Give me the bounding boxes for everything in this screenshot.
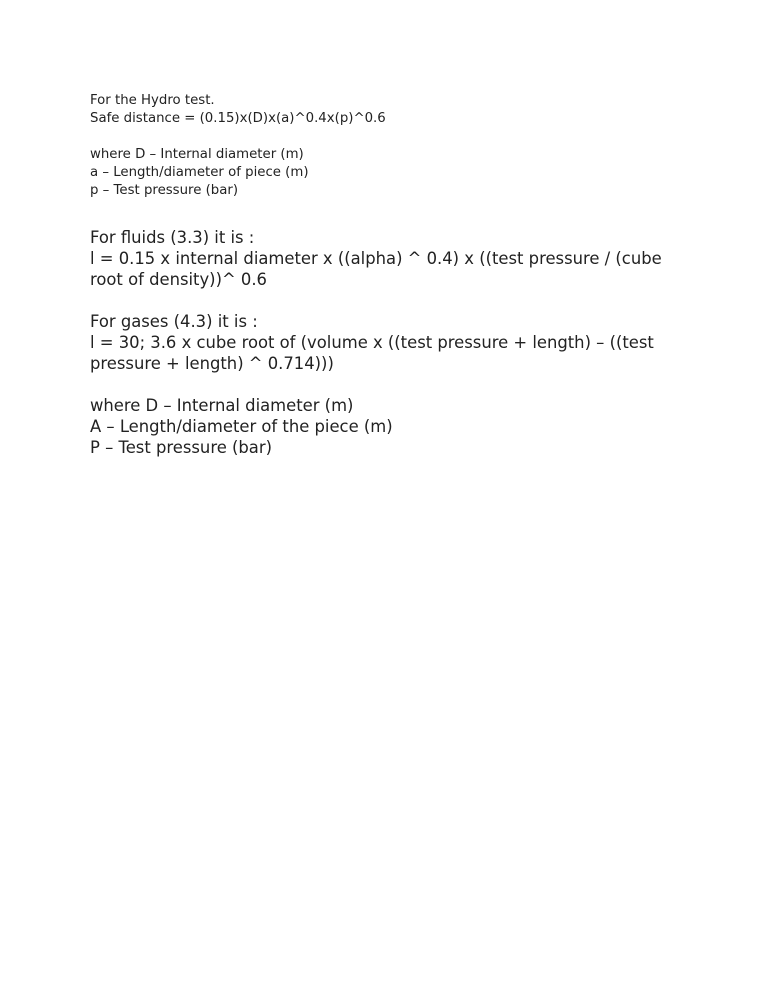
gases-formula: l = 30; 3.6 x cube root of (volume x ((test pressure + length) – ((test pressure + length) ^ 0.714))) xyxy=(90,333,654,373)
fluids-section xyxy=(90,227,690,290)
hydro-heading: For the Hydro test. xyxy=(90,93,215,108)
fluids-heading: For fluids (3.3) it is : xyxy=(90,228,255,247)
hydro-formula: Safe distance = (0.15)x(D)x(a)^0.4x(p)^0.6 xyxy=(90,111,386,126)
definition-line: A – Length/diameter of the piece (m) xyxy=(90,417,393,436)
definition-line: P – Test pressure (bar) xyxy=(90,438,272,457)
document-body xyxy=(90,92,690,457)
hydro-where-line: a – Length/diameter of piece (m) xyxy=(90,165,309,180)
definition-line: where D – Internal diameter (m) xyxy=(90,396,354,415)
definitions-section xyxy=(90,395,690,458)
gases-heading: For gases (4.3) it is : xyxy=(90,312,258,331)
hydro-where-line: where D – Internal diameter (m) xyxy=(90,147,304,162)
gases-section xyxy=(90,311,690,374)
hydro-test-section xyxy=(90,92,690,200)
fluids-formula: l = 0.15 x internal diameter x ((alpha) ^ 0.4) x ((test pressure / (cube root of density))^ 0.6 xyxy=(90,249,662,289)
hydro-where-line: p – Test pressure (bar) xyxy=(90,183,239,198)
